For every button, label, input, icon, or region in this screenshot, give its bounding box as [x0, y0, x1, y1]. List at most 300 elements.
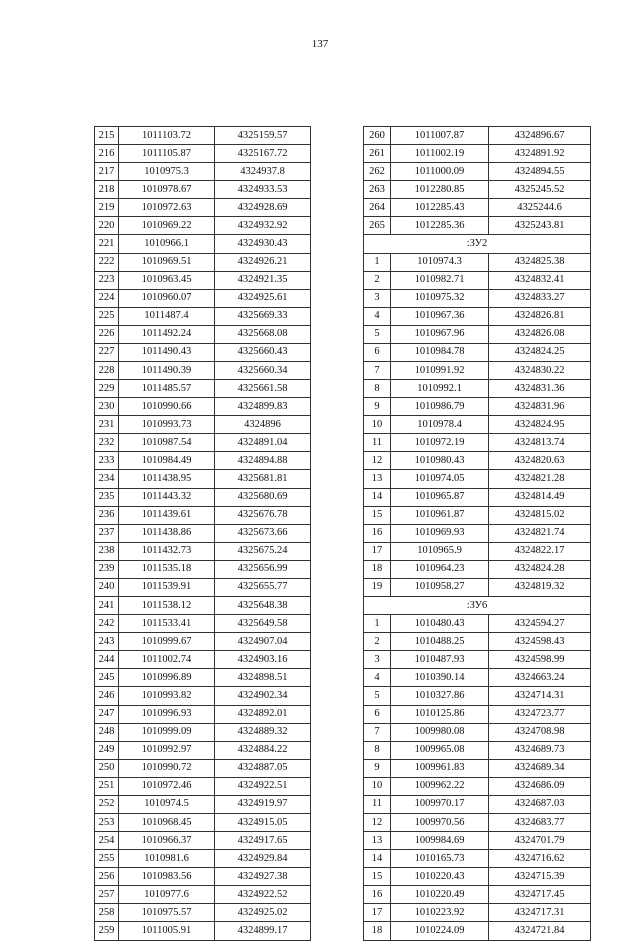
x-coordinate: 1010964.23 — [391, 560, 489, 578]
table-row — [95, 325, 311, 343]
y-coordinate: 4324689.73 — [489, 741, 591, 759]
table-row — [364, 289, 591, 307]
x-coordinate: 1009980.08 — [391, 723, 489, 741]
y-coordinate: 4324922.51 — [215, 777, 311, 795]
x-coordinate: 1010986.79 — [391, 398, 489, 416]
point-number: 15 — [364, 506, 391, 524]
y-coordinate: 4325669.33 — [215, 307, 311, 325]
table-row — [95, 832, 311, 850]
table-row — [364, 163, 591, 181]
x-coordinate: 1011439.61 — [119, 506, 215, 524]
x-coordinate: 1011007.87 — [391, 127, 489, 145]
x-coordinate: 1009965.08 — [391, 741, 489, 759]
x-coordinate: 1011438.95 — [119, 470, 215, 488]
y-coordinate: 4324833.27 — [489, 289, 591, 307]
y-coordinate: 4325655.77 — [215, 578, 311, 596]
x-coordinate: 1010220.43 — [391, 868, 489, 886]
point-number: 5 — [364, 325, 391, 343]
table-row — [364, 542, 591, 560]
table-row — [364, 922, 591, 940]
y-coordinate: 4325681.81 — [215, 470, 311, 488]
y-coordinate: 4325668.08 — [215, 325, 311, 343]
y-coordinate: 4324892.01 — [215, 705, 311, 723]
y-coordinate: 4324717.45 — [489, 886, 591, 904]
y-coordinate: 4324933.53 — [215, 181, 311, 199]
x-coordinate: 1010966.1 — [119, 235, 215, 253]
table-row — [95, 235, 311, 253]
y-coordinate: 4324929.84 — [215, 850, 311, 868]
y-coordinate: 4324663.24 — [489, 669, 591, 687]
table-row — [95, 597, 311, 615]
point-number: 18 — [364, 560, 391, 578]
x-coordinate: 1010165.73 — [391, 850, 489, 868]
x-coordinate: 1010327.86 — [391, 687, 489, 705]
x-coordinate: 1011105.87 — [119, 145, 215, 163]
table-row — [95, 416, 311, 434]
x-coordinate: 1010978.4 — [391, 416, 489, 434]
table-row — [364, 307, 591, 325]
point-number: 221 — [95, 235, 119, 253]
table-row — [364, 199, 591, 217]
point-number: 264 — [364, 199, 391, 217]
table-row — [364, 416, 591, 434]
table-row — [364, 380, 591, 398]
y-coordinate: 4324899.17 — [215, 922, 311, 940]
y-coordinate: 4324921.35 — [215, 271, 311, 289]
x-coordinate: 1010965.87 — [391, 488, 489, 506]
table-row — [95, 307, 311, 325]
y-coordinate: 4324814.49 — [489, 488, 591, 506]
point-number: 243 — [95, 633, 119, 651]
x-coordinate: 1010965.9 — [391, 542, 489, 560]
y-coordinate: 4324917.65 — [215, 832, 311, 850]
y-coordinate: 4324824.95 — [489, 416, 591, 434]
x-coordinate: 1010969.93 — [391, 524, 489, 542]
point-number: 251 — [95, 777, 119, 795]
table-row — [95, 145, 311, 163]
page-number: 137 — [311, 38, 329, 50]
x-coordinate: 1010125.86 — [391, 705, 489, 723]
table-row — [95, 759, 311, 777]
y-coordinate: 4324927.38 — [215, 868, 311, 886]
x-coordinate: 1010972.19 — [391, 434, 489, 452]
point-number: 218 — [95, 181, 119, 199]
table-row — [364, 145, 591, 163]
section-header-row — [364, 235, 591, 253]
y-coordinate: 4324822.17 — [489, 542, 591, 560]
y-coordinate: 4325673.66 — [215, 524, 311, 542]
point-number: 9 — [364, 398, 391, 416]
section-header-row — [364, 597, 591, 615]
y-coordinate: 4324716.62 — [489, 850, 591, 868]
point-number: 14 — [364, 850, 391, 868]
point-number: 228 — [95, 362, 119, 380]
x-coordinate: 1010992.97 — [119, 741, 215, 759]
table-row — [364, 741, 591, 759]
y-coordinate: 4324922.52 — [215, 886, 311, 904]
section-label: :ЗУ2 — [364, 235, 591, 253]
coordinates-table-right — [363, 126, 591, 941]
table-row — [95, 705, 311, 723]
x-coordinate: 1010224.09 — [391, 922, 489, 940]
table-row — [95, 904, 311, 922]
table-row — [364, 615, 591, 633]
point-number: 17 — [364, 904, 391, 922]
table-row — [95, 578, 311, 596]
point-number: 6 — [364, 343, 391, 361]
table-row — [95, 452, 311, 470]
x-coordinate: 1010958.27 — [391, 578, 489, 596]
x-coordinate: 1010969.22 — [119, 217, 215, 235]
x-coordinate: 1010969.51 — [119, 253, 215, 271]
y-coordinate: 4325661.58 — [215, 380, 311, 398]
table-row — [364, 524, 591, 542]
y-coordinate: 4325660.43 — [215, 343, 311, 361]
table-row — [95, 524, 311, 542]
point-number: 233 — [95, 452, 119, 470]
x-coordinate: 1011485.57 — [119, 380, 215, 398]
y-coordinate: 4325656.99 — [215, 560, 311, 578]
table-row — [364, 795, 591, 813]
table-row — [95, 271, 311, 289]
point-number: 217 — [95, 163, 119, 181]
table-row — [95, 470, 311, 488]
point-number: 239 — [95, 560, 119, 578]
x-coordinate: 1011438.86 — [119, 524, 215, 542]
x-coordinate: 1009970.56 — [391, 813, 489, 831]
x-coordinate: 1010480.43 — [391, 615, 489, 633]
point-number: 229 — [95, 380, 119, 398]
x-coordinate: 1010974.05 — [391, 470, 489, 488]
x-coordinate: 1010978.67 — [119, 181, 215, 199]
table-row — [95, 723, 311, 741]
y-coordinate: 4324714.31 — [489, 687, 591, 705]
table-row — [95, 542, 311, 560]
x-coordinate: 1010960.07 — [119, 289, 215, 307]
point-number: 16 — [364, 524, 391, 542]
y-coordinate: 4324907.04 — [215, 633, 311, 651]
y-coordinate: 4324815.02 — [489, 506, 591, 524]
y-coordinate: 4324686.09 — [489, 777, 591, 795]
x-coordinate: 1011492.24 — [119, 325, 215, 343]
y-coordinate: 4324701.79 — [489, 832, 591, 850]
y-coordinate: 4324925.02 — [215, 904, 311, 922]
x-coordinate: 1010996.93 — [119, 705, 215, 723]
table-row — [364, 904, 591, 922]
point-number: 234 — [95, 470, 119, 488]
y-coordinate: 4325243.81 — [489, 217, 591, 235]
x-coordinate: 1012285.36 — [391, 217, 489, 235]
x-coordinate: 1010987.54 — [119, 434, 215, 452]
y-coordinate: 4324830.22 — [489, 362, 591, 380]
x-coordinate: 1011005.91 — [119, 922, 215, 940]
y-coordinate: 4324919.97 — [215, 795, 311, 813]
table-row — [364, 434, 591, 452]
table-row — [95, 777, 311, 795]
y-coordinate: 4324899.83 — [215, 398, 311, 416]
point-number: 223 — [95, 271, 119, 289]
point-number: 230 — [95, 398, 119, 416]
point-number: 18 — [364, 922, 391, 940]
point-number: 252 — [95, 795, 119, 813]
point-number: 235 — [95, 488, 119, 506]
y-coordinate: 4324889.32 — [215, 723, 311, 741]
x-coordinate: 1010980.43 — [391, 452, 489, 470]
table-row — [95, 506, 311, 524]
table-row — [364, 832, 591, 850]
x-coordinate: 1011002.19 — [391, 145, 489, 163]
table-row — [364, 253, 591, 271]
table-row — [95, 380, 311, 398]
point-number: 3 — [364, 651, 391, 669]
point-number: 3 — [364, 289, 391, 307]
y-coordinate: 4324821.28 — [489, 470, 591, 488]
table-row — [95, 488, 311, 506]
table-row — [95, 398, 311, 416]
point-number: 12 — [364, 452, 391, 470]
y-coordinate: 4324896.67 — [489, 127, 591, 145]
y-coordinate: 4324813.74 — [489, 434, 591, 452]
x-coordinate: 1010999.67 — [119, 633, 215, 651]
point-number: 238 — [95, 542, 119, 560]
y-coordinate: 4324930.43 — [215, 235, 311, 253]
y-coordinate: 4325159.57 — [215, 127, 311, 145]
y-coordinate: 4324832.41 — [489, 271, 591, 289]
point-number: 12 — [364, 813, 391, 831]
point-number: 10 — [364, 777, 391, 795]
point-number: 225 — [95, 307, 119, 325]
point-number: 255 — [95, 850, 119, 868]
y-coordinate: 4324824.28 — [489, 560, 591, 578]
point-number: 261 — [364, 145, 391, 163]
point-number: 1 — [364, 253, 391, 271]
x-coordinate: 1010963.45 — [119, 271, 215, 289]
point-number: 4 — [364, 669, 391, 687]
table-row — [95, 560, 311, 578]
y-coordinate: 4324928.69 — [215, 199, 311, 217]
table-row — [95, 343, 311, 361]
x-coordinate: 1011002.74 — [119, 651, 215, 669]
x-coordinate: 1010984.78 — [391, 343, 489, 361]
table-row — [95, 687, 311, 705]
y-coordinate: 4324819.32 — [489, 578, 591, 596]
x-coordinate: 1010999.09 — [119, 723, 215, 741]
x-coordinate: 1010975.57 — [119, 904, 215, 922]
y-coordinate: 4324717.31 — [489, 904, 591, 922]
point-number: 257 — [95, 886, 119, 904]
y-coordinate: 4324831.96 — [489, 398, 591, 416]
y-coordinate: 4325680.69 — [215, 488, 311, 506]
y-coordinate: 4324715.39 — [489, 868, 591, 886]
x-coordinate: 1011539.91 — [119, 578, 215, 596]
x-coordinate: 1010983.56 — [119, 868, 215, 886]
table-row — [95, 651, 311, 669]
y-coordinate: 4324894.55 — [489, 163, 591, 181]
y-coordinate: 4324932.92 — [215, 217, 311, 235]
table-row — [364, 850, 591, 868]
table-row — [95, 922, 311, 940]
table-row — [95, 741, 311, 759]
point-number: 13 — [364, 470, 391, 488]
x-coordinate: 1010981.6 — [119, 850, 215, 868]
section-label: :ЗУ6 — [364, 597, 591, 615]
table-row — [95, 633, 311, 651]
y-coordinate: 4324891.04 — [215, 434, 311, 452]
point-number: 247 — [95, 705, 119, 723]
x-coordinate: 1011432.73 — [119, 542, 215, 560]
table-row — [364, 470, 591, 488]
x-coordinate: 1010982.71 — [391, 271, 489, 289]
y-coordinate: 4324683.77 — [489, 813, 591, 831]
point-number: 263 — [364, 181, 391, 199]
y-coordinate: 4325675.24 — [215, 542, 311, 560]
x-coordinate: 1010974.3 — [391, 253, 489, 271]
point-number: 7 — [364, 723, 391, 741]
point-number: 19 — [364, 578, 391, 596]
point-number: 13 — [364, 832, 391, 850]
y-coordinate: 4324826.08 — [489, 325, 591, 343]
y-coordinate: 4325167.72 — [215, 145, 311, 163]
table-row — [364, 217, 591, 235]
x-coordinate: 1009962.22 — [391, 777, 489, 795]
x-coordinate: 1011490.43 — [119, 343, 215, 361]
table-row — [364, 886, 591, 904]
table-row — [364, 398, 591, 416]
x-coordinate: 1012285.43 — [391, 199, 489, 217]
point-number: 231 — [95, 416, 119, 434]
point-number: 258 — [95, 904, 119, 922]
point-number: 14 — [364, 488, 391, 506]
table-row — [95, 127, 311, 145]
x-coordinate: 1011443.32 — [119, 488, 215, 506]
x-coordinate: 1010974.5 — [119, 795, 215, 813]
y-coordinate: 4325649.58 — [215, 615, 311, 633]
y-coordinate: 4325660.34 — [215, 362, 311, 380]
y-coordinate: 4325244.6 — [489, 199, 591, 217]
x-coordinate: 1010972.46 — [119, 777, 215, 795]
table-row — [364, 868, 591, 886]
x-coordinate: 1011103.72 — [119, 127, 215, 145]
y-coordinate: 4324887.05 — [215, 759, 311, 777]
point-number: 220 — [95, 217, 119, 235]
x-coordinate: 1010991.92 — [391, 362, 489, 380]
x-coordinate: 1009961.83 — [391, 759, 489, 777]
y-coordinate: 4325648.38 — [215, 597, 311, 615]
x-coordinate: 1009984.69 — [391, 832, 489, 850]
point-number: 227 — [95, 343, 119, 361]
x-coordinate: 1010992.1 — [391, 380, 489, 398]
y-coordinate: 4324721.84 — [489, 922, 591, 940]
table-row — [95, 795, 311, 813]
point-number: 248 — [95, 723, 119, 741]
table-row — [364, 633, 591, 651]
y-coordinate: 4324598.43 — [489, 633, 591, 651]
x-coordinate: 1011487.4 — [119, 307, 215, 325]
x-coordinate: 1010220.49 — [391, 886, 489, 904]
point-number: 249 — [95, 741, 119, 759]
x-coordinate: 1010390.14 — [391, 669, 489, 687]
point-number: 15 — [364, 868, 391, 886]
table-row — [364, 506, 591, 524]
table-row — [364, 759, 591, 777]
point-number: 265 — [364, 217, 391, 235]
x-coordinate: 1010993.73 — [119, 416, 215, 434]
point-number: 224 — [95, 289, 119, 307]
y-coordinate: 4324896 — [215, 416, 311, 434]
x-coordinate: 1010967.36 — [391, 307, 489, 325]
table-row — [95, 181, 311, 199]
table-row — [95, 434, 311, 452]
point-number: 232 — [95, 434, 119, 452]
point-number: 237 — [95, 524, 119, 542]
table-row — [364, 777, 591, 795]
point-number: 8 — [364, 380, 391, 398]
point-number: 7 — [364, 362, 391, 380]
y-coordinate: 4324821.74 — [489, 524, 591, 542]
point-number: 219 — [95, 199, 119, 217]
x-coordinate: 1010975.32 — [391, 289, 489, 307]
point-number: 236 — [95, 506, 119, 524]
y-coordinate: 4324891.92 — [489, 145, 591, 163]
x-coordinate: 1010961.87 — [391, 506, 489, 524]
point-number: 11 — [364, 795, 391, 813]
table-row — [364, 669, 591, 687]
table-row — [364, 723, 591, 741]
x-coordinate: 1010990.72 — [119, 759, 215, 777]
x-coordinate: 1010990.66 — [119, 398, 215, 416]
point-number: 17 — [364, 542, 391, 560]
table-row — [364, 127, 591, 145]
y-coordinate: 4324689.34 — [489, 759, 591, 777]
point-number: 1 — [364, 615, 391, 633]
point-number: 259 — [95, 922, 119, 940]
y-coordinate: 4324894.88 — [215, 452, 311, 470]
x-coordinate: 1010993.82 — [119, 687, 215, 705]
x-coordinate: 1010984.49 — [119, 452, 215, 470]
x-coordinate: 1010972.63 — [119, 199, 215, 217]
table-row — [364, 488, 591, 506]
y-coordinate: 4324687.03 — [489, 795, 591, 813]
table-row — [95, 217, 311, 235]
point-number: 240 — [95, 578, 119, 596]
y-coordinate: 4325245.52 — [489, 181, 591, 199]
x-coordinate: 1010966.37 — [119, 832, 215, 850]
table-row — [95, 199, 311, 217]
point-number: 244 — [95, 651, 119, 669]
point-number: 262 — [364, 163, 391, 181]
table-row — [364, 687, 591, 705]
x-coordinate: 1010968.45 — [119, 813, 215, 831]
point-number: 215 — [95, 127, 119, 145]
point-number: 216 — [95, 145, 119, 163]
point-number: 250 — [95, 759, 119, 777]
table-row — [364, 362, 591, 380]
y-coordinate: 4324825.38 — [489, 253, 591, 271]
y-coordinate: 4324937.8 — [215, 163, 311, 181]
point-number: 241 — [95, 597, 119, 615]
y-coordinate: 4324925.61 — [215, 289, 311, 307]
y-coordinate: 4324915.05 — [215, 813, 311, 831]
y-coordinate: 4324902.34 — [215, 687, 311, 705]
point-number: 260 — [364, 127, 391, 145]
point-number: 254 — [95, 832, 119, 850]
y-coordinate: 4324898.51 — [215, 669, 311, 687]
point-number: 9 — [364, 759, 391, 777]
table-row — [364, 651, 591, 669]
table-row — [95, 163, 311, 181]
point-number: 2 — [364, 633, 391, 651]
table-row — [95, 813, 311, 831]
